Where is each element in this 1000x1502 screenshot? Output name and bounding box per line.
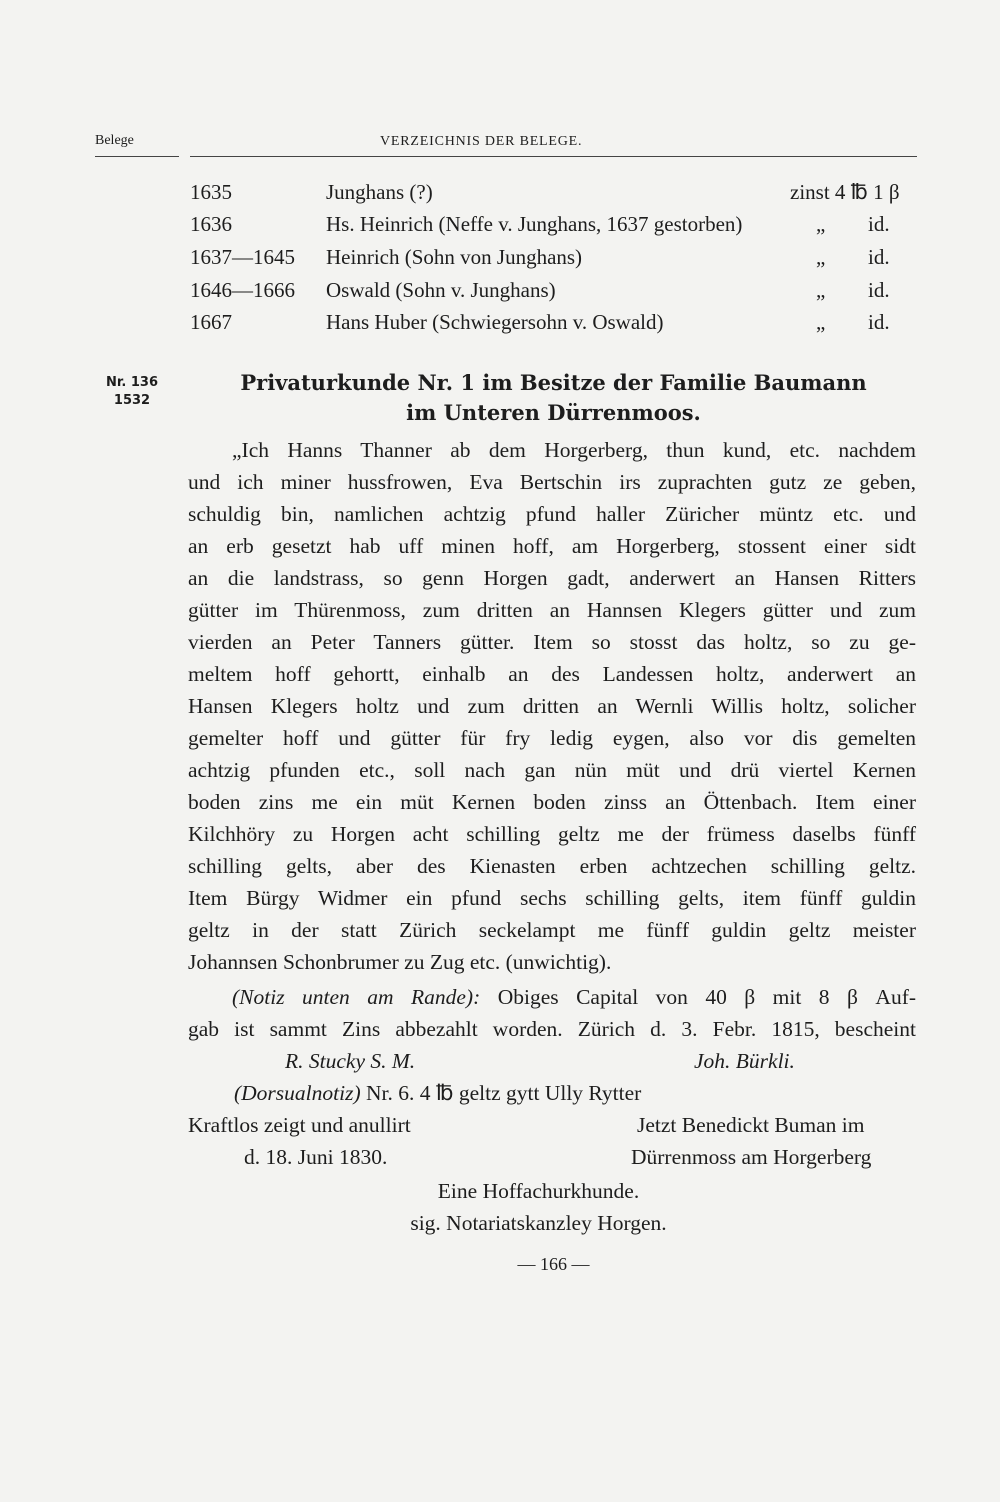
body-line: schilling gelts, aber des Kienasten erben achtzechen schilling geltz.: [188, 854, 916, 878]
header-rule-right: [190, 156, 917, 157]
row-name: Hans Huber (Schwiegersohn v. Oswald): [326, 310, 664, 334]
row-name: Hs. Heinrich (Neffe v. Junghans, 1637 gestorben): [326, 212, 743, 236]
row-ditto-mark: „: [816, 212, 826, 236]
dorsual-center-2: sig. Notariatskanzley Horgen.: [410, 1211, 667, 1235]
document-title-line1: Privaturkunde Nr. 1 im Besitze der Familie Baumann: [240, 370, 867, 395]
row-name: Oswald (Sohn v. Junghans): [326, 278, 556, 302]
body-line: meltem hoff gehortt, einhalb an des Landessen holtz, anderwert an: [188, 662, 916, 686]
row-value: id.: [868, 310, 890, 334]
dorsual-right-1: Jetzt Benedickt Buman im: [637, 1113, 865, 1137]
dorsual-center-1: Eine Hoffachurkhunde.: [437, 1179, 640, 1203]
dorsual-text: Nr. 6. 4 ℔ geltz gytt Ully Rytter: [366, 1081, 642, 1105]
notiz-line1: [232, 981, 916, 1013]
body-line: an erb gesetzt hab uff minen hoff, am Horgerberg, stossent einer sidt: [188, 534, 916, 558]
row-name: Junghans (?): [326, 180, 433, 204]
body-line: Item Bürgy Widmer ein pfund sechs schilling gelts, item fünff guldin: [188, 886, 916, 910]
body-line: achtzig pfunden etc., soll nach gan nün müt und drü viertel Kernen: [188, 758, 916, 782]
notiz-line2: gab ist sammt Zins abbezahlt worden. Zürich d. 3. Febr. 1815, bescheint: [188, 1017, 916, 1041]
page-number: — 166 —: [517, 1254, 590, 1274]
dorsual-left-1: Kraftlos zeigt und anullirt: [188, 1113, 411, 1137]
dorsual-left-2: d. 18. Juni 1830.: [244, 1145, 388, 1169]
row-value: id.: [868, 278, 890, 302]
body-line: Johannsen Schonbrumer zu Zug etc. (unwichtig).: [188, 950, 612, 974]
side-note-number: Nr. 136: [105, 375, 159, 390]
body-line: Kilchhöry zu Horgen acht schilling geltz me der frümess daselbs fünff: [188, 822, 916, 846]
dorsual-line: [234, 1077, 641, 1109]
table-row: [190, 180, 920, 212]
document-title-line2: im Unteren Dürrenmoos.: [406, 400, 701, 425]
row-year: 1667: [190, 310, 232, 334]
body-line: an die landstrass, so genn Horgen gadt, anderwert an Hansen Ritters: [188, 566, 916, 590]
body-line: Hansen Klegers holtz und zum dritten an Wernli Willis holtz, solicher: [188, 694, 916, 718]
row-year: 1635: [190, 180, 232, 204]
body-line: „Ich Hanns Thanner ab dem Horgerberg, thun kund, etc. nachdem: [232, 438, 916, 462]
side-note-year: 1532: [113, 393, 151, 408]
row-value: id.: [868, 245, 890, 269]
running-head-title: VERZEICHNIS DER BELEGE.: [380, 134, 583, 149]
dorsual-right-2: Dürrenmoss am Horgerberg: [631, 1145, 872, 1169]
body-line: geltz in der statt Zürich seckelampt me fünff guldin geltz meister: [188, 918, 916, 942]
signature-stucky: R. Stucky S. M.: [285, 1049, 416, 1073]
row-ditto-mark: „: [816, 278, 826, 302]
row-value: id.: [868, 212, 890, 236]
row-ditto-mark: „: [816, 310, 826, 334]
row-year: 1646—1666: [190, 278, 295, 302]
table-row: [190, 212, 920, 244]
table-row: [190, 278, 920, 310]
notiz-text: Obiges Capital von 40 β mit 8 β Auf-: [497, 985, 917, 1009]
row-year: 1636: [190, 212, 232, 236]
header-rule-left: [95, 156, 179, 157]
body-line: boden zins me ein müt Kernen boden zinss an Öttenbach. Item einer: [188, 790, 916, 814]
table-row: [190, 245, 920, 277]
row-zinst: zinst 4 ℔ 1 β: [790, 180, 900, 204]
table-row: [190, 310, 920, 342]
row-ditto-mark: „: [816, 245, 826, 269]
running-head-left: Belege: [95, 133, 134, 148]
body-line: gemelter hoff und gütter für fry ledig eygen, also vor dis gemelten: [188, 726, 916, 750]
row-name: Heinrich (Sohn von Junghans): [326, 245, 583, 269]
dorsual-label: (Dorsualnotiz): [234, 1081, 361, 1105]
signature-buerkli: Joh. Bürkli.: [694, 1049, 795, 1073]
notiz-label: (Notiz unten am Rande):: [232, 985, 481, 1009]
row-year: 1637—1645: [190, 245, 295, 269]
body-line: schuldig bin, namlichen achtzig pfund haller Züricher müntz etc. und: [188, 502, 916, 526]
body-line: vierden an Peter Tanners gütter. Item so stosst das holtz, so zu ge-: [188, 630, 916, 654]
body-line: und ich miner hussfrowen, Eva Bertschin irs zuprachten gutz ze geben,: [188, 470, 916, 494]
body-line: gütter im Thürenmoss, zum dritten an Hannsen Klegers gütter und zum: [188, 598, 916, 622]
